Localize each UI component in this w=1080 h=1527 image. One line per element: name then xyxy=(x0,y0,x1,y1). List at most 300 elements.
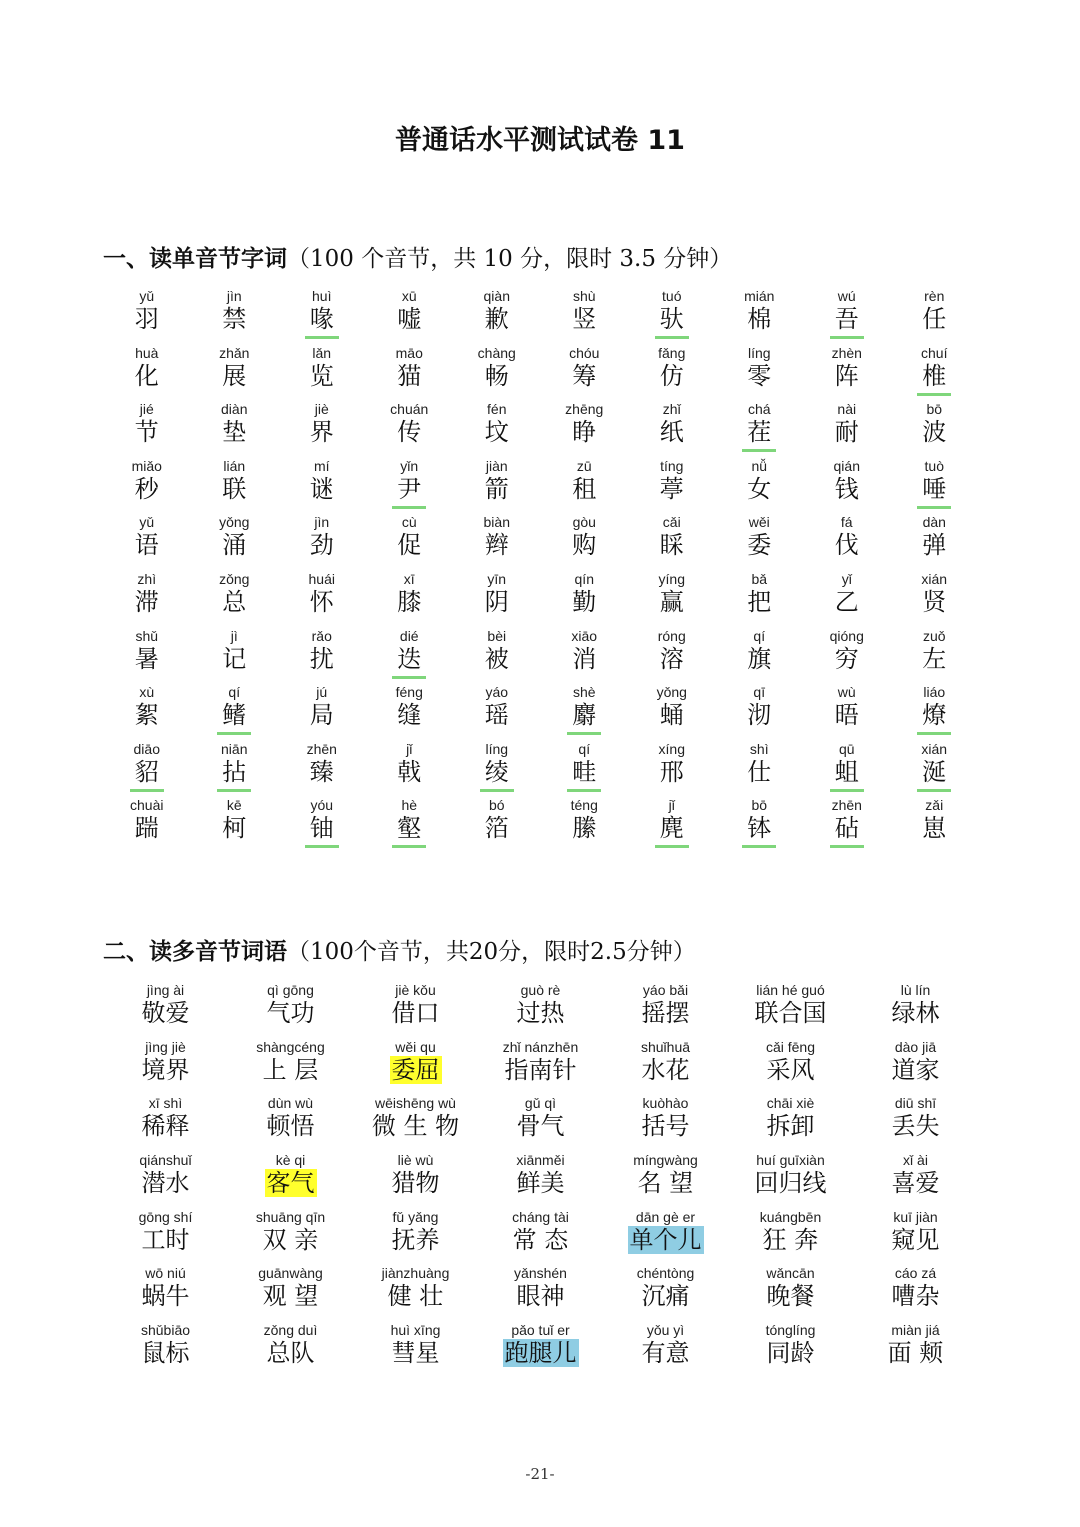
pinyin: tuò xyxy=(924,457,944,474)
character: 麂 xyxy=(655,814,689,848)
char-item xyxy=(366,797,454,854)
pinyin: chuí xyxy=(921,344,948,361)
pinyin: huà xyxy=(135,344,159,361)
character: 缝 xyxy=(397,701,422,730)
char-item xyxy=(366,288,454,345)
pinyin: jì xyxy=(230,627,238,644)
pinyin: fǎng xyxy=(658,344,686,361)
character: 乙 xyxy=(834,587,859,616)
char-item xyxy=(453,288,541,345)
word: 眼神 xyxy=(516,1282,565,1311)
word-item xyxy=(478,1322,603,1379)
page-title: 普通话水平测试试卷 11 xyxy=(395,125,685,156)
pinyin: kuángbēn xyxy=(759,1208,822,1225)
pinyin: kè qi xyxy=(275,1152,306,1169)
character: 坟 xyxy=(484,418,509,447)
character: 歉 xyxy=(484,305,509,333)
char-item xyxy=(803,797,891,854)
word-item xyxy=(853,982,978,1039)
word-item xyxy=(103,1095,228,1152)
pinyin: wēishēng wù xyxy=(375,1095,456,1112)
word: 联合国 xyxy=(754,999,827,1027)
section-2-note: （100个音节，共20分，限时2.5分钟） xyxy=(287,939,696,965)
word-item xyxy=(353,1039,478,1096)
pinyin: bō xyxy=(751,797,768,814)
char-item xyxy=(103,741,191,798)
character: 辫 xyxy=(484,531,509,560)
pinyin: qū xyxy=(838,740,855,757)
character: 貂 xyxy=(130,758,164,792)
pinyin: shuǐhuā xyxy=(640,1038,691,1055)
character: 勤 xyxy=(572,587,597,616)
pinyin: bǎ xyxy=(751,570,768,587)
pinyin: wěi qu xyxy=(395,1038,436,1055)
char-item xyxy=(191,684,279,741)
char-item xyxy=(366,401,454,458)
pinyin: wěi xyxy=(748,514,770,531)
character: 蛹 xyxy=(659,701,684,730)
word: 微 生 物 xyxy=(371,1112,460,1141)
pinyin: zhì xyxy=(137,570,157,587)
character: 零 xyxy=(747,361,772,390)
pinyin: yǒng xyxy=(656,684,687,701)
char-item xyxy=(716,288,804,345)
word-item xyxy=(353,1152,478,1209)
word: 观 望 xyxy=(262,1282,319,1311)
pinyin: xián xyxy=(921,740,948,757)
pinyin: jǐ xyxy=(406,740,413,757)
pinyin: nài xyxy=(837,401,857,418)
char-item xyxy=(191,288,279,345)
pinyin: liè wù xyxy=(397,1152,434,1169)
char-item xyxy=(541,458,629,515)
character: 波 xyxy=(922,418,947,447)
pinyin: chāi xiè xyxy=(766,1095,815,1112)
pinyin: yǔ xyxy=(139,288,155,304)
character: 阵 xyxy=(834,361,859,390)
char-item xyxy=(278,741,366,798)
pinyin: wǎncān xyxy=(766,1265,815,1282)
word: 骨气 xyxy=(516,1112,565,1141)
char-item xyxy=(103,797,191,854)
char-item xyxy=(366,684,454,741)
character: 筹 xyxy=(572,361,597,390)
char-item xyxy=(278,571,366,628)
pinyin: xián xyxy=(921,570,948,587)
char-item xyxy=(278,684,366,741)
pinyin: diàn xyxy=(221,401,248,418)
character: 沏 xyxy=(747,701,772,730)
char-item xyxy=(366,741,454,798)
character: 租 xyxy=(572,474,597,503)
pinyin: fǔ yǎng xyxy=(392,1208,439,1225)
character: 絮 xyxy=(134,701,159,730)
char-item xyxy=(366,458,454,515)
character: 喙 xyxy=(305,305,339,339)
char-item xyxy=(628,628,716,685)
pinyin: zǒng xyxy=(219,570,250,587)
pinyin: yǐn xyxy=(400,457,419,474)
character: 尹 xyxy=(392,475,426,509)
pinyin: diū shī xyxy=(894,1095,937,1112)
pinyin: zhǐ xyxy=(662,401,681,418)
pinyin: nǚ xyxy=(751,457,768,474)
pinyin: jǐ xyxy=(668,797,675,814)
char-item xyxy=(278,288,366,345)
pinyin: téng xyxy=(570,797,598,814)
word: 道家 xyxy=(891,1055,940,1084)
char-item xyxy=(453,741,541,798)
pinyin: xiānměi xyxy=(516,1152,565,1169)
character: 贤 xyxy=(922,587,947,616)
character: 把 xyxy=(747,587,772,616)
pinyin: hè xyxy=(401,797,418,814)
char-item xyxy=(103,684,191,741)
char-item xyxy=(541,514,629,571)
word: 同龄 xyxy=(766,1339,815,1368)
word-item xyxy=(728,1039,853,1096)
word-item xyxy=(853,1039,978,1096)
pinyin: líng xyxy=(485,740,509,757)
word: 顿悟 xyxy=(266,1112,315,1141)
char-item xyxy=(628,741,716,798)
char-item xyxy=(453,628,541,685)
pinyin: yáo bǎi xyxy=(642,982,689,998)
character: 壑 xyxy=(392,814,426,848)
pinyin: kē xyxy=(226,797,242,814)
character: 局 xyxy=(309,701,334,730)
word-item xyxy=(603,1039,728,1096)
character: 化 xyxy=(134,361,159,390)
char-item xyxy=(453,401,541,458)
pinyin: zhēng xyxy=(565,401,604,418)
pinyin: shuāng qīn xyxy=(255,1208,326,1225)
word-item xyxy=(728,982,853,1039)
character: 唾 xyxy=(917,475,951,509)
section-2-heading xyxy=(103,933,696,966)
pinyin: huí guīxiàn xyxy=(756,1152,825,1169)
char-item xyxy=(103,458,191,515)
pinyin: qiàn xyxy=(483,288,510,304)
pinyin: lǎn xyxy=(312,344,332,361)
char-item xyxy=(103,514,191,571)
pinyin: shì xyxy=(749,740,769,757)
char-item xyxy=(366,514,454,571)
character: 传 xyxy=(397,418,422,447)
character: 钵 xyxy=(742,814,776,848)
section-1-heading xyxy=(103,240,732,273)
pinyin: wú xyxy=(837,288,856,304)
char-item xyxy=(716,741,804,798)
char-item xyxy=(541,628,629,685)
pinyin: róng xyxy=(657,627,686,644)
char-item xyxy=(628,288,716,345)
pinyin: qín xyxy=(574,570,594,587)
character: 界 xyxy=(309,418,334,447)
pinyin: gòu xyxy=(572,514,596,531)
word-item xyxy=(853,1322,978,1379)
word: 窥见 xyxy=(891,1225,940,1254)
char-item xyxy=(716,458,804,515)
word-item xyxy=(103,1322,228,1379)
pinyin: huái xyxy=(308,570,335,587)
word-item xyxy=(603,1095,728,1152)
pinyin: míngwàng xyxy=(633,1152,698,1169)
pinyin: rèn xyxy=(924,288,945,304)
char-item xyxy=(891,628,979,685)
character: 迭 xyxy=(392,645,426,679)
pinyin: shè xyxy=(572,684,596,701)
pinyin: dàn xyxy=(922,514,946,531)
word-item xyxy=(103,982,228,1039)
word-item xyxy=(478,1209,603,1266)
pinyin: fá xyxy=(840,514,853,531)
pinyin: tónglíng xyxy=(765,1322,816,1339)
character: 阴 xyxy=(484,587,509,616)
pinyin: jiàn xyxy=(485,457,508,474)
char-item xyxy=(716,514,804,571)
char-item xyxy=(891,571,979,628)
char-item xyxy=(103,401,191,458)
char-item xyxy=(628,401,716,458)
pinyin: jìng ài xyxy=(146,982,185,998)
pinyin: zū xyxy=(576,457,592,474)
pinyin: bō xyxy=(926,401,943,418)
char-item xyxy=(891,401,979,458)
word: 水花 xyxy=(641,1055,690,1084)
char-item xyxy=(891,458,979,515)
word-item xyxy=(103,1209,228,1266)
character: 钱 xyxy=(834,474,859,503)
pinyin: zhèn xyxy=(831,344,862,361)
word: 蜗牛 xyxy=(141,1282,190,1311)
char-item xyxy=(453,514,541,571)
pinyin: fén xyxy=(487,401,507,418)
pinyin: cù xyxy=(401,514,417,531)
pinyin: biàn xyxy=(483,514,510,531)
word: 敬爱 xyxy=(141,999,190,1027)
pinyin: shàngcéng xyxy=(256,1038,325,1055)
word: 鼠标 xyxy=(141,1339,190,1368)
word-item xyxy=(853,1209,978,1266)
char-item xyxy=(453,684,541,741)
word: 潜水 xyxy=(141,1169,190,1198)
word: 回归线 xyxy=(754,1169,827,1198)
word-item xyxy=(228,1039,353,1096)
char-item xyxy=(803,345,891,402)
pinyin: wō niú xyxy=(145,1265,186,1282)
pinyin: qiánshuǐ xyxy=(139,1152,192,1169)
word: 境界 xyxy=(141,1055,190,1084)
pinyin: yǒng xyxy=(219,514,250,531)
character: 购 xyxy=(572,531,597,560)
character: 消 xyxy=(572,644,597,673)
char-item xyxy=(191,345,279,402)
pinyin: guānwàng xyxy=(258,1265,323,1282)
char-item xyxy=(716,797,804,854)
char-item xyxy=(628,458,716,515)
character: 总 xyxy=(222,587,247,616)
character: 女 xyxy=(747,474,772,503)
pinyin: jìng jiè xyxy=(145,1038,186,1055)
word-item xyxy=(228,1265,353,1322)
character: 穷 xyxy=(834,644,859,673)
char-item xyxy=(366,571,454,628)
character: 旗 xyxy=(747,644,772,673)
character: 竖 xyxy=(572,305,597,333)
pinyin: huì xyxy=(312,288,332,304)
multi-syllable-grid xyxy=(103,982,978,1379)
character: 猫 xyxy=(397,361,422,390)
character: 暑 xyxy=(134,644,159,673)
character: 睁 xyxy=(572,418,597,447)
pinyin: qí xyxy=(578,740,591,757)
char-item xyxy=(366,345,454,402)
pinyin: miǎo xyxy=(131,457,162,474)
word-item xyxy=(603,982,728,1039)
single-syllable-grid xyxy=(103,288,978,854)
char-item xyxy=(191,458,279,515)
pinyin: shǔbiāo xyxy=(140,1322,191,1339)
char-item xyxy=(541,345,629,402)
word: 单个儿 xyxy=(629,1225,702,1254)
char-item xyxy=(803,741,891,798)
char-item xyxy=(278,345,366,402)
pinyin: yíng xyxy=(658,570,685,587)
word-item xyxy=(603,1322,728,1379)
char-item xyxy=(891,797,979,854)
character: 崽 xyxy=(922,814,947,843)
char-item xyxy=(803,458,891,515)
char-item xyxy=(803,684,891,741)
pinyin: māo xyxy=(395,344,423,361)
word: 狂 奔 xyxy=(762,1225,819,1254)
pinyin: shù xyxy=(572,288,596,304)
word-item xyxy=(478,1095,603,1152)
pinyin: dùn wù xyxy=(267,1095,314,1112)
character: 嘘 xyxy=(397,305,422,333)
char-item xyxy=(628,514,716,571)
character: 任 xyxy=(922,305,947,333)
page-number: -21- xyxy=(525,1465,555,1483)
word-item xyxy=(478,1265,603,1322)
character: 箔 xyxy=(484,814,509,843)
pinyin: zhēn xyxy=(306,740,337,757)
char-item xyxy=(628,797,716,854)
word: 拆卸 xyxy=(766,1112,815,1141)
char-item xyxy=(191,571,279,628)
char-item xyxy=(453,458,541,515)
pinyin: jú xyxy=(316,684,328,701)
word-item xyxy=(853,1152,978,1209)
character: 畅 xyxy=(484,361,509,390)
character: 驮 xyxy=(655,305,689,339)
char-item xyxy=(803,571,891,628)
word-item xyxy=(478,982,603,1039)
pinyin: xiāo xyxy=(571,627,598,644)
word: 嘈杂 xyxy=(891,1282,940,1311)
character: 涌 xyxy=(222,531,247,560)
pinyin: yīn xyxy=(487,570,507,587)
word: 抚养 xyxy=(391,1225,440,1254)
character: 扰 xyxy=(309,644,334,673)
pinyin: jiànzhuàng xyxy=(381,1265,450,1282)
word-item xyxy=(228,982,353,1039)
char-item xyxy=(803,514,891,571)
character: 瑶 xyxy=(484,701,509,730)
char-item xyxy=(891,514,979,571)
pinyin: xù xyxy=(139,684,155,701)
pinyin: qí xyxy=(753,627,766,644)
word: 客气 xyxy=(266,1169,315,1198)
pinyin: yǎnshén xyxy=(514,1265,567,1282)
pinyin: cháng tài xyxy=(512,1208,569,1225)
word-item xyxy=(103,1039,228,1096)
pinyin: yǐ xyxy=(841,570,852,587)
char-item xyxy=(716,571,804,628)
word: 采风 xyxy=(766,1055,815,1084)
character: 弹 xyxy=(922,531,947,560)
character: 睬 xyxy=(659,531,684,560)
section-2-title: 二、读多音节词语 xyxy=(103,939,287,965)
character: 葶 xyxy=(659,474,684,503)
char-item xyxy=(628,684,716,741)
pinyin: bó xyxy=(488,797,505,814)
char-item xyxy=(278,401,366,458)
pinyin: zhǐ nánzhēn xyxy=(502,1038,579,1055)
character: 吾 xyxy=(830,305,864,339)
pinyin: xǐ ài xyxy=(903,1152,928,1169)
pinyin: dié xyxy=(399,627,419,644)
character: 展 xyxy=(222,361,247,390)
character: 语 xyxy=(134,531,159,560)
word: 健 壮 xyxy=(387,1282,444,1311)
pinyin: cǎi fēng xyxy=(765,1038,816,1055)
word: 有意 xyxy=(641,1339,690,1368)
word: 委屈 xyxy=(391,1055,440,1084)
pinyin: chá xyxy=(747,401,771,418)
word: 总队 xyxy=(266,1339,315,1368)
pinyin: lù lín xyxy=(900,982,931,998)
word: 跑腿儿 xyxy=(504,1339,577,1368)
char-item xyxy=(891,684,979,741)
character: 鳍 xyxy=(217,701,251,735)
char-item xyxy=(891,741,979,798)
character: 邢 xyxy=(659,757,684,786)
character: 联 xyxy=(222,474,247,503)
character: 被 xyxy=(484,644,509,673)
char-item xyxy=(191,797,279,854)
word: 名 望 xyxy=(637,1169,694,1198)
character: 仕 xyxy=(747,757,772,786)
word: 猎物 xyxy=(391,1169,440,1198)
character: 绫 xyxy=(480,758,514,792)
pinyin: niān xyxy=(221,740,248,757)
pinyin: zuǒ xyxy=(922,627,946,644)
character: 铀 xyxy=(305,814,339,848)
word-item xyxy=(603,1209,728,1266)
char-item xyxy=(891,345,979,402)
pinyin: tíng xyxy=(660,457,684,474)
char-item xyxy=(103,571,191,628)
character: 仿 xyxy=(659,361,684,390)
word: 喜爱 xyxy=(891,1169,940,1198)
char-item xyxy=(803,288,891,345)
pinyin: yǒu yì xyxy=(646,1322,685,1339)
character: 拈 xyxy=(217,758,251,792)
pinyin: guò rè xyxy=(520,982,561,998)
word-item xyxy=(103,1152,228,1209)
